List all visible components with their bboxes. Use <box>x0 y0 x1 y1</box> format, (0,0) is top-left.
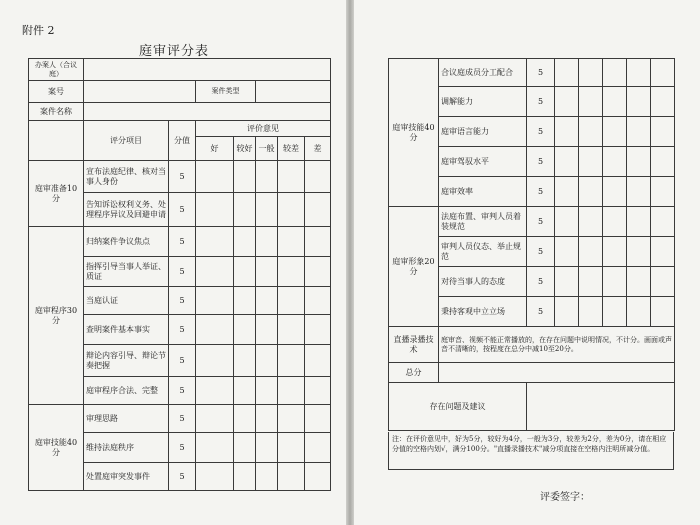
grade-cell[interactable] <box>305 345 331 377</box>
section-label: 庭审技能40分 <box>389 59 439 207</box>
grade-cell[interactable] <box>603 147 627 177</box>
grade-cell[interactable] <box>651 87 675 117</box>
header-blank <box>29 121 84 161</box>
item-label: 审判人员仪态、举止规范 <box>439 237 527 267</box>
case-no-label: 案号 <box>29 81 84 103</box>
grade-cell[interactable] <box>603 177 627 207</box>
item-label: 庭审程序合法、完整 <box>84 377 169 405</box>
grade-header: 一般 <box>256 137 278 161</box>
grade-cell[interactable] <box>603 237 627 267</box>
case-type-cell[interactable] <box>256 81 331 103</box>
item-label: 当庭认证 <box>84 287 169 315</box>
item-label: 指挥引导当事人举证、质证 <box>84 257 169 287</box>
grade-cell[interactable] <box>651 207 675 237</box>
grade-cell[interactable] <box>256 405 278 433</box>
grade-cell[interactable] <box>196 315 234 345</box>
item-score: 5 <box>169 287 196 315</box>
item-label: 审理思路 <box>84 405 169 433</box>
grade-cell[interactable] <box>305 463 331 491</box>
live-label: 直播录播技术 <box>389 327 439 363</box>
grade-cell[interactable] <box>579 177 603 207</box>
table-row <box>29 161 331 193</box>
grade-cell[interactable] <box>305 315 331 345</box>
item-label: 对待当事人的态度 <box>439 267 527 297</box>
grade-cell[interactable] <box>278 257 305 287</box>
grade-cell[interactable] <box>651 147 675 177</box>
grade-cell[interactable] <box>256 227 278 257</box>
case-name-cell[interactable] <box>84 103 331 121</box>
grade-cell[interactable] <box>555 237 579 267</box>
issues-cell[interactable] <box>527 383 675 431</box>
grade-cell[interactable] <box>627 207 651 237</box>
grade-cell[interactable] <box>555 297 579 327</box>
grade-header: 较好 <box>234 137 256 161</box>
grade-cell[interactable] <box>234 405 256 433</box>
item-label: 查明案件基本事实 <box>84 315 169 345</box>
section-label: 庭审程序30分 <box>29 227 84 405</box>
item-score: 5 <box>527 237 555 267</box>
grade-cell[interactable] <box>627 237 651 267</box>
grade-cell[interactable] <box>555 87 579 117</box>
item-label: 宣布法庭纪律、核对当事人身份 <box>84 161 169 193</box>
item-label: 庭审语言能力 <box>439 117 527 147</box>
grade-cell[interactable] <box>234 345 256 377</box>
grade-cell[interactable] <box>234 377 256 405</box>
grade-cell[interactable] <box>651 117 675 147</box>
grade-cell[interactable] <box>651 297 675 327</box>
grade-cell[interactable] <box>196 193 234 227</box>
issues-label: 存在问题及建议 <box>389 383 527 431</box>
grade-cell[interactable] <box>256 345 278 377</box>
grade-cell[interactable] <box>256 377 278 405</box>
grade-cell[interactable] <box>196 433 234 463</box>
grade-cell[interactable] <box>305 433 331 463</box>
grade-cell[interactable] <box>196 405 234 433</box>
case-name-label: 案件名称 <box>29 103 84 121</box>
grade-cell[interactable] <box>278 227 305 257</box>
note-box: 注：在评价意见中，好为5分，较好为4分，一般为3分，较差为2分，差为0分，请在相应分值的空格内划√，满分100分。"直播录播技术"减分项直接在空格内注明所减分值。 <box>388 432 674 470</box>
grade-cell[interactable] <box>603 59 627 87</box>
grade-cell[interactable] <box>555 207 579 237</box>
item-score: 5 <box>527 117 555 147</box>
grade-cell[interactable] <box>627 177 651 207</box>
grade-cell[interactable] <box>278 377 305 405</box>
section-label: 庭审技能40分 <box>29 405 84 491</box>
grade-cell[interactable] <box>555 267 579 297</box>
item-header: 评分项目 <box>84 121 169 161</box>
grade-header: 差 <box>305 137 331 161</box>
item-score: 5 <box>527 297 555 327</box>
item-score: 5 <box>169 345 196 377</box>
page-spine <box>346 0 354 525</box>
item-label: 秉持客观中立立场 <box>439 297 527 327</box>
grade-cell[interactable] <box>627 117 651 147</box>
grade-cell[interactable] <box>305 287 331 315</box>
grade-cell[interactable] <box>234 227 256 257</box>
grade-cell[interactable] <box>627 297 651 327</box>
item-label: 告知诉讼权利义务、处理程序异议及回避申请 <box>84 193 169 227</box>
item-label: 调解能力 <box>439 87 527 117</box>
judge-label: 办案人（合议庭） <box>29 59 84 81</box>
grade-cell[interactable] <box>196 257 234 287</box>
score-header: 分值 <box>169 121 196 161</box>
grade-cell[interactable] <box>579 117 603 147</box>
total-row <box>389 363 675 383</box>
grade-cell[interactable] <box>278 193 305 227</box>
live-row <box>389 327 675 363</box>
grade-header: 好 <box>196 137 234 161</box>
grade-cell[interactable] <box>579 147 603 177</box>
grade-cell[interactable] <box>579 207 603 237</box>
grade-cell[interactable] <box>579 267 603 297</box>
item-label: 处置庭审突发事件 <box>84 463 169 491</box>
grade-cell[interactable] <box>234 193 256 227</box>
grade-cell[interactable] <box>305 257 331 287</box>
signature-label: 评委签字： <box>540 492 590 503</box>
item-label: 庭审驾驭水平 <box>439 147 527 177</box>
opinion-header: 评价意见 <box>196 121 331 137</box>
score-table-left <box>28 58 331 491</box>
grade-cell[interactable] <box>305 405 331 433</box>
grade-cell[interactable] <box>278 161 305 193</box>
grade-cell[interactable] <box>256 287 278 315</box>
grade-cell[interactable] <box>234 161 256 193</box>
grade-cell[interactable] <box>256 193 278 227</box>
grade-cell[interactable] <box>627 59 651 87</box>
case-no-cell[interactable] <box>84 81 196 103</box>
item-label: 合议庭成员分工配合 <box>439 59 527 87</box>
grade-header: 较差 <box>278 137 305 161</box>
grade-cell[interactable] <box>196 345 234 377</box>
grade-cell[interactable] <box>278 345 305 377</box>
item-label: 法庭布置、审判人员着装规范 <box>439 207 527 237</box>
grade-cell[interactable] <box>196 161 234 193</box>
grade-cell[interactable] <box>305 161 331 193</box>
judge-cell[interactable] <box>84 59 331 81</box>
grade-cell[interactable] <box>627 147 651 177</box>
grade-cell[interactable] <box>603 297 627 327</box>
item-score: 5 <box>527 267 555 297</box>
grade-cell[interactable] <box>256 257 278 287</box>
item-score: 5 <box>527 147 555 177</box>
grade-cell[interactable] <box>651 177 675 207</box>
grade-cell[interactable] <box>627 87 651 117</box>
grade-cell[interactable] <box>555 117 579 147</box>
item-score: 5 <box>527 59 555 87</box>
grade-cell[interactable] <box>278 315 305 345</box>
grade-cell[interactable] <box>651 59 675 87</box>
item-score: 5 <box>169 463 196 491</box>
grade-cell[interactable] <box>603 87 627 117</box>
table-row <box>29 227 331 257</box>
item-label: 维持法庭秩序 <box>84 433 169 463</box>
score-table-right <box>388 58 675 431</box>
grade-cell[interactable] <box>196 463 234 491</box>
item-score: 5 <box>169 257 196 287</box>
grade-cell[interactable] <box>603 267 627 297</box>
issues-row <box>389 383 675 431</box>
form-title: 庭审评分表 <box>138 44 209 59</box>
grade-cell[interactable] <box>579 237 603 267</box>
grade-cell[interactable] <box>256 463 278 491</box>
table-row <box>389 207 675 237</box>
grade-cell[interactable] <box>627 267 651 297</box>
grade-cell[interactable] <box>234 257 256 287</box>
item-score: 5 <box>527 87 555 117</box>
grade-cell[interactable] <box>256 161 278 193</box>
grade-cell[interactable] <box>196 227 234 257</box>
item-score: 5 <box>527 207 555 237</box>
grade-cell[interactable] <box>651 267 675 297</box>
attachment-label: 附件 2 <box>22 24 55 37</box>
item-score: 5 <box>527 177 555 207</box>
total-label: 总分 <box>389 363 439 383</box>
grade-cell[interactable] <box>305 227 331 257</box>
grade-cell[interactable] <box>234 433 256 463</box>
live-text: 庭审音、视频不能正常播放的，在存在问题中说明情况，不计分。画面或声音不清晰的，按程度在总分中减10至20分。 <box>439 327 675 363</box>
grade-cell[interactable] <box>278 405 305 433</box>
grade-cell[interactable] <box>651 237 675 267</box>
item-score: 5 <box>169 405 196 433</box>
grade-cell[interactable] <box>555 177 579 207</box>
grade-cell[interactable] <box>555 147 579 177</box>
grade-cell[interactable] <box>555 59 579 87</box>
case-type-label: 案件类型 <box>196 81 256 103</box>
grade-cell[interactable] <box>196 287 234 315</box>
grade-cell[interactable] <box>196 377 234 405</box>
grade-cell[interactable] <box>278 287 305 315</box>
grade-cell[interactable] <box>256 433 278 463</box>
section-label: 庭审形象20分 <box>389 207 439 327</box>
total-cell[interactable] <box>439 363 675 383</box>
item-score: 5 <box>169 193 196 227</box>
section-label: 庭审准备10分 <box>29 161 84 227</box>
item-label: 辩论内容引导、辩论节奏把握 <box>84 345 169 377</box>
grade-cell[interactable] <box>256 315 278 345</box>
item-score: 5 <box>169 161 196 193</box>
grade-cell[interactable] <box>234 463 256 491</box>
table-row <box>389 59 675 87</box>
grade-cell[interactable] <box>278 433 305 463</box>
grade-cell[interactable] <box>579 59 603 87</box>
grade-cell[interactable] <box>579 297 603 327</box>
grade-cell[interactable] <box>278 463 305 491</box>
grade-cell[interactable] <box>305 193 331 227</box>
grade-cell[interactable] <box>603 117 627 147</box>
item-score: 5 <box>169 315 196 345</box>
grade-cell[interactable] <box>234 315 256 345</box>
grade-cell[interactable] <box>305 377 331 405</box>
grade-cell[interactable] <box>603 207 627 237</box>
item-label: 归纳案件争议焦点 <box>84 227 169 257</box>
item-score: 5 <box>169 227 196 257</box>
grade-cell[interactable] <box>234 287 256 315</box>
table-row <box>29 405 331 433</box>
item-score: 5 <box>169 433 196 463</box>
item-label: 庭审效率 <box>439 177 527 207</box>
grade-cell[interactable] <box>579 87 603 117</box>
item-score: 5 <box>169 377 196 405</box>
